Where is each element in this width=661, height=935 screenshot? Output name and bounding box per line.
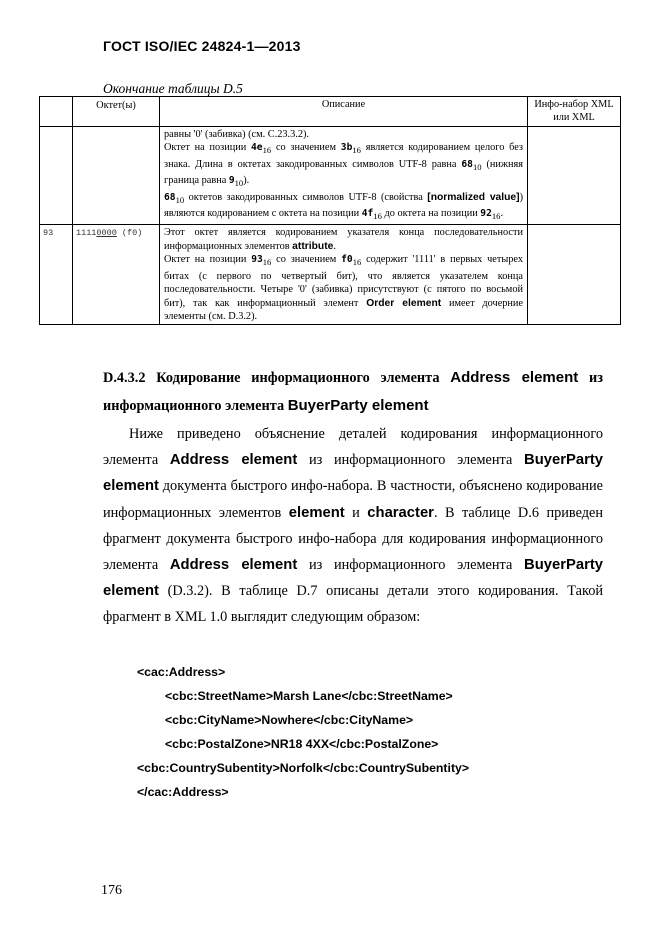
code-line: <cbc:StreetName>Marsh Lane</cbc:StreetName> bbox=[165, 689, 453, 703]
xml-code-block bbox=[137, 660, 469, 804]
section-heading: D.4.3.2 Кодирование информационного элемента Address element из информационного элемента BuyerParty element bbox=[103, 369, 603, 414]
header-infoset: Инфо-набор XML или XML bbox=[528, 97, 621, 127]
row1-line3: $68_{10}$ октетов закодированных символов UTF-8 (свойства [normalized value]) являются кодированием с октета на позиции $4f_{16}$ до октета на позиции $92_{16}$. bbox=[164, 191, 524, 222]
header-index bbox=[40, 97, 73, 127]
code-line: <cbc:PostalZone>NR18 4XX</cbc:PostalZone> bbox=[165, 737, 439, 751]
code-line: <cbc:CityName>Nowhere</cbc:CityName> bbox=[165, 713, 414, 727]
code-line: <cbc:CountrySubentity>Norfolk</cbc:CountrySubentity> bbox=[137, 761, 470, 775]
table-header-row bbox=[40, 97, 621, 127]
row2-line2: Октет на позиции $93_{16}$ со значением $f0_{16}$ содержит '1111' в первых четырех битах (с первого по четвертый бит), что является указателем конца последовательности. Четыре '0' (забивка) присутствуют (с пятого по восьмой бит), так как информационный элемент Order element имеет дочерние элементы (см. D.3.2). bbox=[164, 254, 523, 322]
table-caption: Окончание таблицы D.5 bbox=[103, 81, 243, 96]
row2-index: 93 bbox=[40, 225, 73, 325]
header-octets: Октет(ы) bbox=[73, 97, 160, 127]
row1-description bbox=[160, 126, 528, 225]
table-d5 bbox=[39, 96, 621, 325]
row2-infoset bbox=[528, 225, 621, 325]
row1-line2: Октет на позиции $4e_{16}$ со значением $3b_{16}$ является кодированием целого без знака. Длина в октетах закодированных символов UTF-8 равна $68_{10}$ (нижняя граница равна $9_{10}$). bbox=[164, 142, 524, 189]
row1-octets bbox=[73, 126, 160, 225]
table-row bbox=[40, 225, 621, 325]
body-paragraph: Ниже приведено объяснение деталей кодирования информационного элемента Address element из информационного элемента BuyerParty element документа быстрого инфо-набора. В частности, объяснено кодирование информационных элементов element и character. В таблице D.6 приведен фрагмент документа быстрого инфо-набора для кодирования информационного элемента Address element из информационного элемента BuyerParty element (D.3.2). В таблице D.7 описаны детали этого кодирования. Такой фрагмент в XML 1.0 выглядит следующим образом: bbox=[103, 426, 603, 626]
row2-octets: 11110000 (f0) bbox=[73, 225, 160, 325]
row1-infoset bbox=[528, 126, 621, 225]
code-line: </cac:Address> bbox=[137, 785, 229, 799]
code-line: <cac:Address> bbox=[137, 665, 226, 679]
row1-line1: равны '0' (забивка) (см. С.23.3.2). bbox=[164, 128, 309, 140]
header-description: Описание bbox=[160, 97, 528, 127]
row2-description bbox=[160, 225, 528, 325]
row1-index bbox=[40, 126, 73, 225]
document-header: ГОСТ ISO/IEC 24824-1—2013 bbox=[103, 38, 301, 54]
page-number: 176 bbox=[101, 883, 122, 898]
table-row bbox=[40, 126, 621, 225]
row2-line1: Этот октет является кодированием указателя конца последовательности информационных элементов attribute. bbox=[164, 227, 523, 252]
